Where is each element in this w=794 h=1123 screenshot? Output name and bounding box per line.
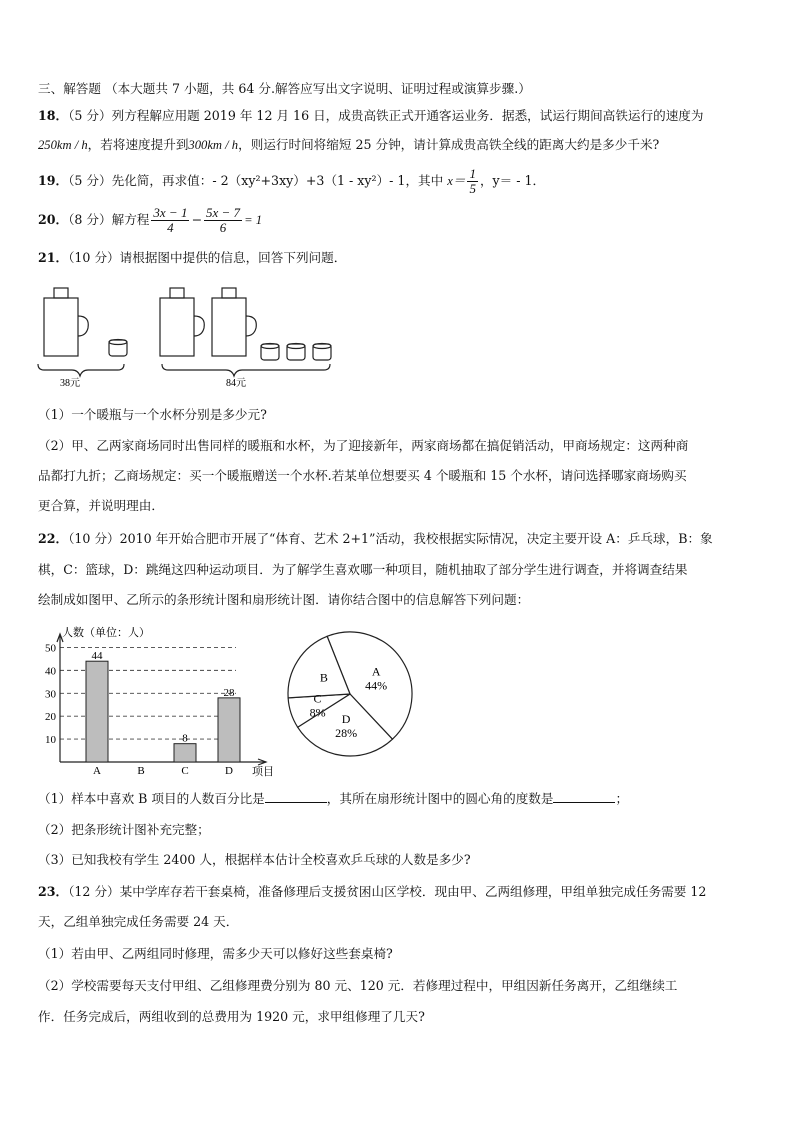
q20-f2-den: 6	[219, 220, 227, 235]
q20-fraction-2	[204, 206, 242, 235]
bar-chart	[30, 622, 290, 782]
bar-chart-ylabel: 人数（单位：人）	[62, 627, 150, 639]
q22-p1b: ，其所在扇形统计图中的圆心角的度数是	[326, 791, 554, 806]
pie-percent-A: 44%	[365, 678, 388, 693]
answer-blank-percent[interactable]	[265, 790, 327, 803]
q18-line1	[38, 106, 756, 126]
bar-C	[174, 744, 196, 762]
answer-blank-angle[interactable]	[553, 790, 615, 803]
brace-right-icon	[162, 364, 330, 376]
pie-label-B: B	[319, 670, 328, 685]
thermos-handle-icon	[246, 316, 256, 336]
q21-p2a: （2）甲、乙两家商场同时出售同样的暖瓶和水杯，为了迎接新年，两家商场都在搞促销活动，甲商场规定：这两种商	[38, 438, 689, 453]
thermos-body-icon	[160, 298, 194, 356]
thermos-cap-icon	[54, 288, 68, 298]
pie-label-C: C	[313, 691, 322, 706]
q23-number: 23．	[38, 884, 69, 899]
q22-p1a: （1）样本中喜欢 B 项目的人数百分比是	[38, 791, 265, 806]
cup-icon	[287, 344, 305, 360]
q23-line2: 天，乙组单独完成任务需要 24 天．	[38, 914, 239, 929]
thermos-cap-icon	[222, 288, 236, 298]
q22-line2: 棋，C：篮球，D：跳绳这四种运动项目．为了解学生喜欢哪一种项目，随机抽取了部分学生进行调查，并将调查结果	[38, 562, 688, 577]
price-right-label: 84元	[226, 378, 246, 389]
q20-number: 20．	[38, 212, 69, 227]
q20-rhs: = 1	[244, 213, 263, 227]
bar-D	[218, 698, 240, 762]
q19-line	[38, 166, 756, 196]
bar-ytick-label: 20	[45, 711, 56, 724]
bar-xtick-A: A	[93, 765, 101, 777]
price-left-label: 38元	[60, 378, 80, 389]
q19-x-fraction	[467, 167, 478, 196]
bar-chart-xlabel: 项目	[252, 766, 274, 778]
pie-label-D: D	[341, 711, 351, 726]
q23-line1	[38, 882, 756, 902]
q21-p2c: 更合算，并说明理由．	[38, 498, 164, 513]
q18-speed1: 250	[38, 138, 57, 152]
q21-p1: （1）一个暖瓶与一个水杯分别是多少元?	[38, 407, 267, 422]
q20-text: （8 分）解方程	[68, 212, 150, 227]
brace-left-icon	[38, 364, 124, 376]
thermos-body-icon	[44, 298, 78, 356]
q23-p2b: 作．任务完成后，两组收到的总费用为 1920 元，求甲组修理了几天?	[38, 1009, 425, 1024]
q19-number: 19．	[38, 173, 69, 188]
bar-ytick-label: 30	[45, 688, 56, 701]
q22-line1	[38, 529, 756, 549]
q18-speed2: 300	[188, 138, 208, 152]
q18-text1: （5 分）列方程解应用题 2019 年 12 月 16 日，成贵高铁正式开通客运业务．据悉，试运行期间高铁运行的速度为	[68, 108, 704, 123]
q22-p1	[38, 789, 756, 809]
q22-p2: （2）把条形统计图补充完整；	[38, 822, 210, 837]
q22-p3: （3）已知我校有学生 2400 人，根据样本估计全校喜欢乒乓球的人数是多少?	[38, 852, 471, 867]
bar-ytick-label: 40	[45, 665, 56, 678]
bar-xtick-D: D	[225, 765, 233, 777]
q18-line2	[38, 135, 756, 155]
q22-number: 22．	[38, 531, 69, 546]
pie-label-A: A	[371, 664, 381, 679]
thermos-cup-figure	[30, 282, 350, 392]
thermos-handle-icon	[78, 316, 88, 336]
bar-xtick-C: C	[181, 765, 189, 777]
q21-p2b: 品都打九折；乙商场规定：买一个暖瓶赠送一个水杯.若某单位想要买 4 个暖瓶和 15 个水杯，请问选择哪家商场购买	[38, 468, 687, 483]
q18-number: 18．	[38, 108, 69, 123]
q19-x-num: 1	[469, 166, 476, 181]
q19-text: （5 分）先化简，再求值：- 2（xy²+3xy）+3（1 - xy²）- 1，其中	[68, 173, 444, 188]
bar-xtick-B: B	[137, 765, 145, 777]
bar-ytick-label: 10	[45, 734, 56, 747]
bar-data-label-D: 28	[223, 686, 235, 699]
q21-number: 21．	[38, 250, 69, 265]
cup-icon	[261, 344, 279, 360]
q22-text1: （10 分）2010 年开始合肥市开展了“体育、艺术 2+1”活动，我校根据实际情况，决定主要开设 A：乒乓球，B：象	[68, 531, 713, 546]
q18-unit2: km / h	[207, 138, 239, 152]
bar-data-label-C: 8	[182, 732, 188, 745]
q20-f1-den: 4	[167, 220, 174, 235]
bar-A	[86, 661, 108, 762]
q20-fraction-1	[151, 206, 189, 235]
q22-p1c: ；	[615, 791, 629, 806]
q20-f2-num: 5x − 7	[206, 205, 241, 220]
q23-p2a: （2）学校需要每天支付甲组、乙组修理费分别为 80 元、120 元．若修理过程中，甲组因新任务离开，乙组继续工	[38, 978, 678, 993]
thermos-handle-icon	[194, 316, 204, 336]
q18-mid: ，若将速度提升到	[87, 137, 189, 152]
pie-percent-C: 8%	[309, 705, 326, 720]
pie-percent-D: 28%	[335, 725, 358, 740]
q23-text1: （12 分）某中学库存若干套桌椅，准备修理后支援贫困山区学校．现由甲、乙两组修理，甲组单独完成任务需要 12	[68, 884, 707, 899]
bar-ytick-label: 50	[45, 642, 56, 655]
q18-tail: ，则运行时间将缩短 25 分钟，请计算成贵高铁全线的距离大约是多少千米?	[238, 137, 660, 152]
q18-unit1: km / h	[56, 138, 88, 152]
section-header: 三、解答题 （本大题共 7 小题，共 64 分.解答应写出文字说明、证明过程或演算步骤.）	[38, 81, 531, 96]
q20-line	[38, 205, 756, 235]
q19-x-eq: x＝	[447, 174, 466, 188]
bar-data-label-A: 44	[91, 650, 103, 663]
q20-minus: −	[191, 212, 203, 227]
q20-f1-num: 3x − 1	[153, 205, 188, 220]
q21-line	[38, 248, 756, 268]
q19-y: ，y＝ - 1．	[479, 173, 546, 188]
q21-text: （10 分）请根据图中提供的信息，回答下列问题．	[68, 250, 347, 265]
q19-x-den: 5	[469, 181, 476, 196]
thermos-cap-icon	[170, 288, 184, 298]
thermos-body-icon	[212, 298, 246, 356]
cup-icon	[109, 340, 127, 356]
q23-p1: （1）若由甲、乙两组同时修理，需多少天可以修好这些套桌椅?	[38, 946, 393, 961]
cup-icon	[313, 344, 331, 360]
q22-line3: 绘制成如图甲、乙所示的条形统计图和扇形统计图．请你结合图中的信息解答下列问题：	[38, 592, 530, 607]
pie-chart	[282, 626, 418, 762]
